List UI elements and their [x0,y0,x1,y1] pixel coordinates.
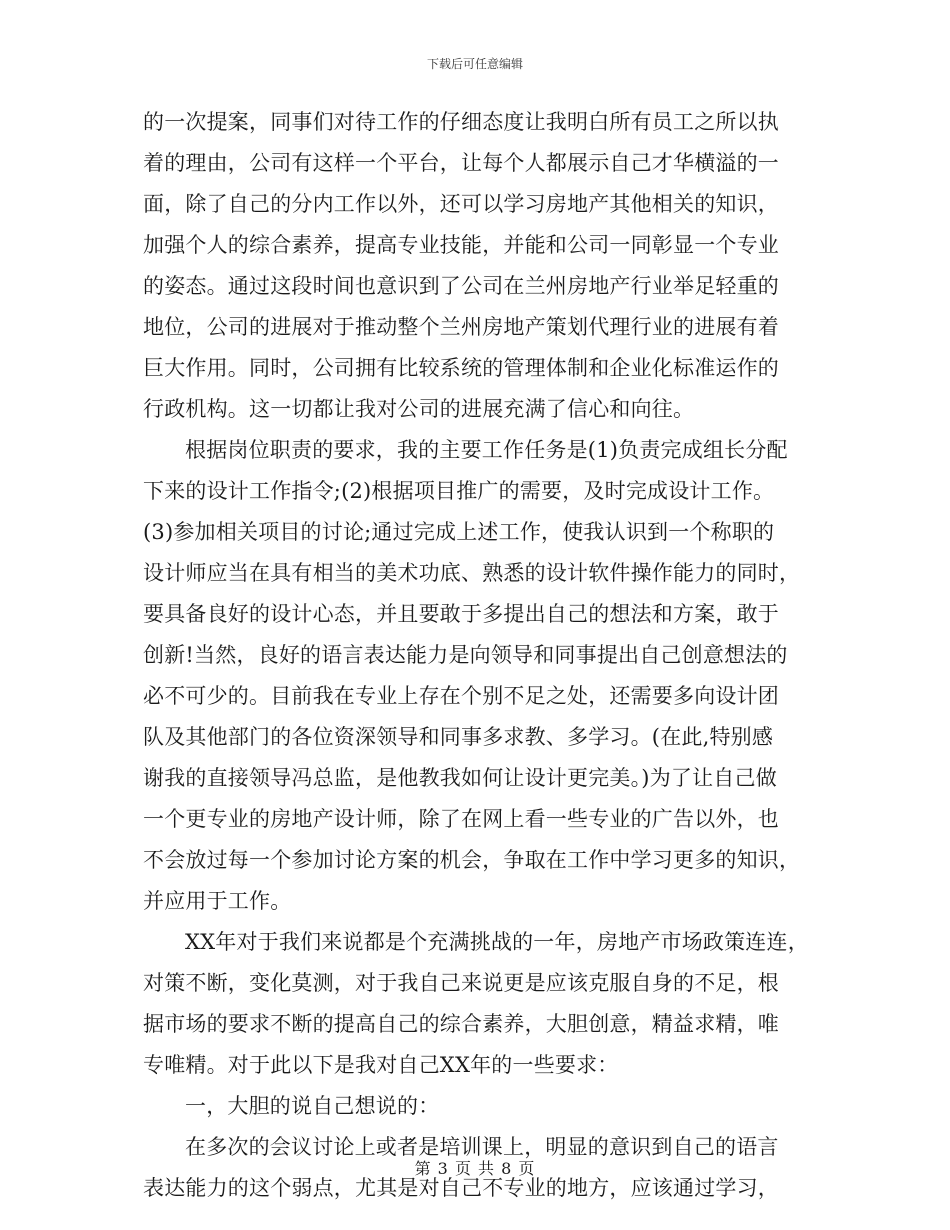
paragraph-start-line: XX年对于我们来说都是个充满挑战的一年，房地产市场政策连连， [185,930,809,954]
paragraph-start-line: 根据岗位职责的要求，我的主要工作任务是(1)负责完成组长分配 [185,438,788,462]
text-line: 队及其他部门的各位资深领导和同事多求教、多学习。(在此,特别感 [143,725,774,749]
text-line: 不会放过每一个参加讨论方案的机会，争取在工作中学习更多的知识， [143,848,801,872]
text-line: 专唯精。对于此以下是我对自己XX年的一些要求： [143,1053,619,1077]
text-line: 地位，公司的进展对于推动整个兰州房地产策划代理行业的进展有着 [143,315,779,339]
text-line: 巨大作用。同时，公司拥有比较系统的管理体制和企业化标准运作的 [143,356,779,380]
text-line: 设计师应当在具有相当的美术功底、熟悉的设计软件操作能力的同时， [143,561,801,585]
text-line: 创新!当然，良好的语言表达能力是向领导和同事提出自己创意想法的 [143,643,788,667]
page-number-footer: 第 3 页 共 8 页 [414,1159,536,1178]
text-line: (3)参加相关项目的讨论;通过完成上述工作，使我认识到一个称职的 [143,520,775,544]
document-body [143,102,813,1209]
text-line: 对策不断，变化莫测，对于我自己来说更是应该克服自身的不足，根 [143,971,779,995]
text-line: 面，除了自己的分内工作以外，还可以学习房地产其他相关的知识， [143,192,779,216]
text-line: 谢我的直接领导冯总监，是他教我如何让设计更完美。)为了让自己做 [143,766,777,790]
text-line: 表达能力的这个弱点，尤其是对自己不专业的地方，应该通过学习， [143,1176,779,1200]
section-heading: 一，大胆的说自己想说的： [185,1094,440,1118]
text-line: 行政机构。这一切都让我对公司的进展充满了信心和向往。 [143,397,695,421]
text-line: 一个更专业的房地产设计师，除了在网上看一些专业的广告以外，也 [143,807,779,831]
text-line: 要具备良好的设计心态，并且要敢于多提出自己的想法和方案，敢于 [143,602,779,626]
paragraph-start-line: 在多次的会议讨论上或者是培训课上，明显的意识到自己的语言 [185,1135,779,1159]
text-line: 必不可少的。目前我在专业上存在个别不足之处，还需要多向设计团 [143,684,779,708]
text-line: 的一次提案，同事们对待工作的仔细态度让我明白所有员工之所以执 [143,110,779,134]
text-line: 据市场的要求不断的提高自己的综合素养，大胆创意，精益求精，唯 [143,1012,779,1036]
text-line: 加强个人的综合素养，提高专业技能，并能和公司一同彰显一个专业 [143,233,779,257]
text-line: 并应用于工作。 [143,889,292,913]
text-line: 的姿态。通过这段时间也意识到了公司在兰州房地产行业举足轻重的 [143,274,779,298]
page-header: 下载后可任意编辑 [426,57,523,71]
text-line: 着的理由，公司有这样一个平台，让每个人都展示自己才华横溢的一 [143,151,779,175]
text-line: 下来的设计工作指令;(2)根据项目推广的需要，及时完成设计工作。 [143,479,775,503]
